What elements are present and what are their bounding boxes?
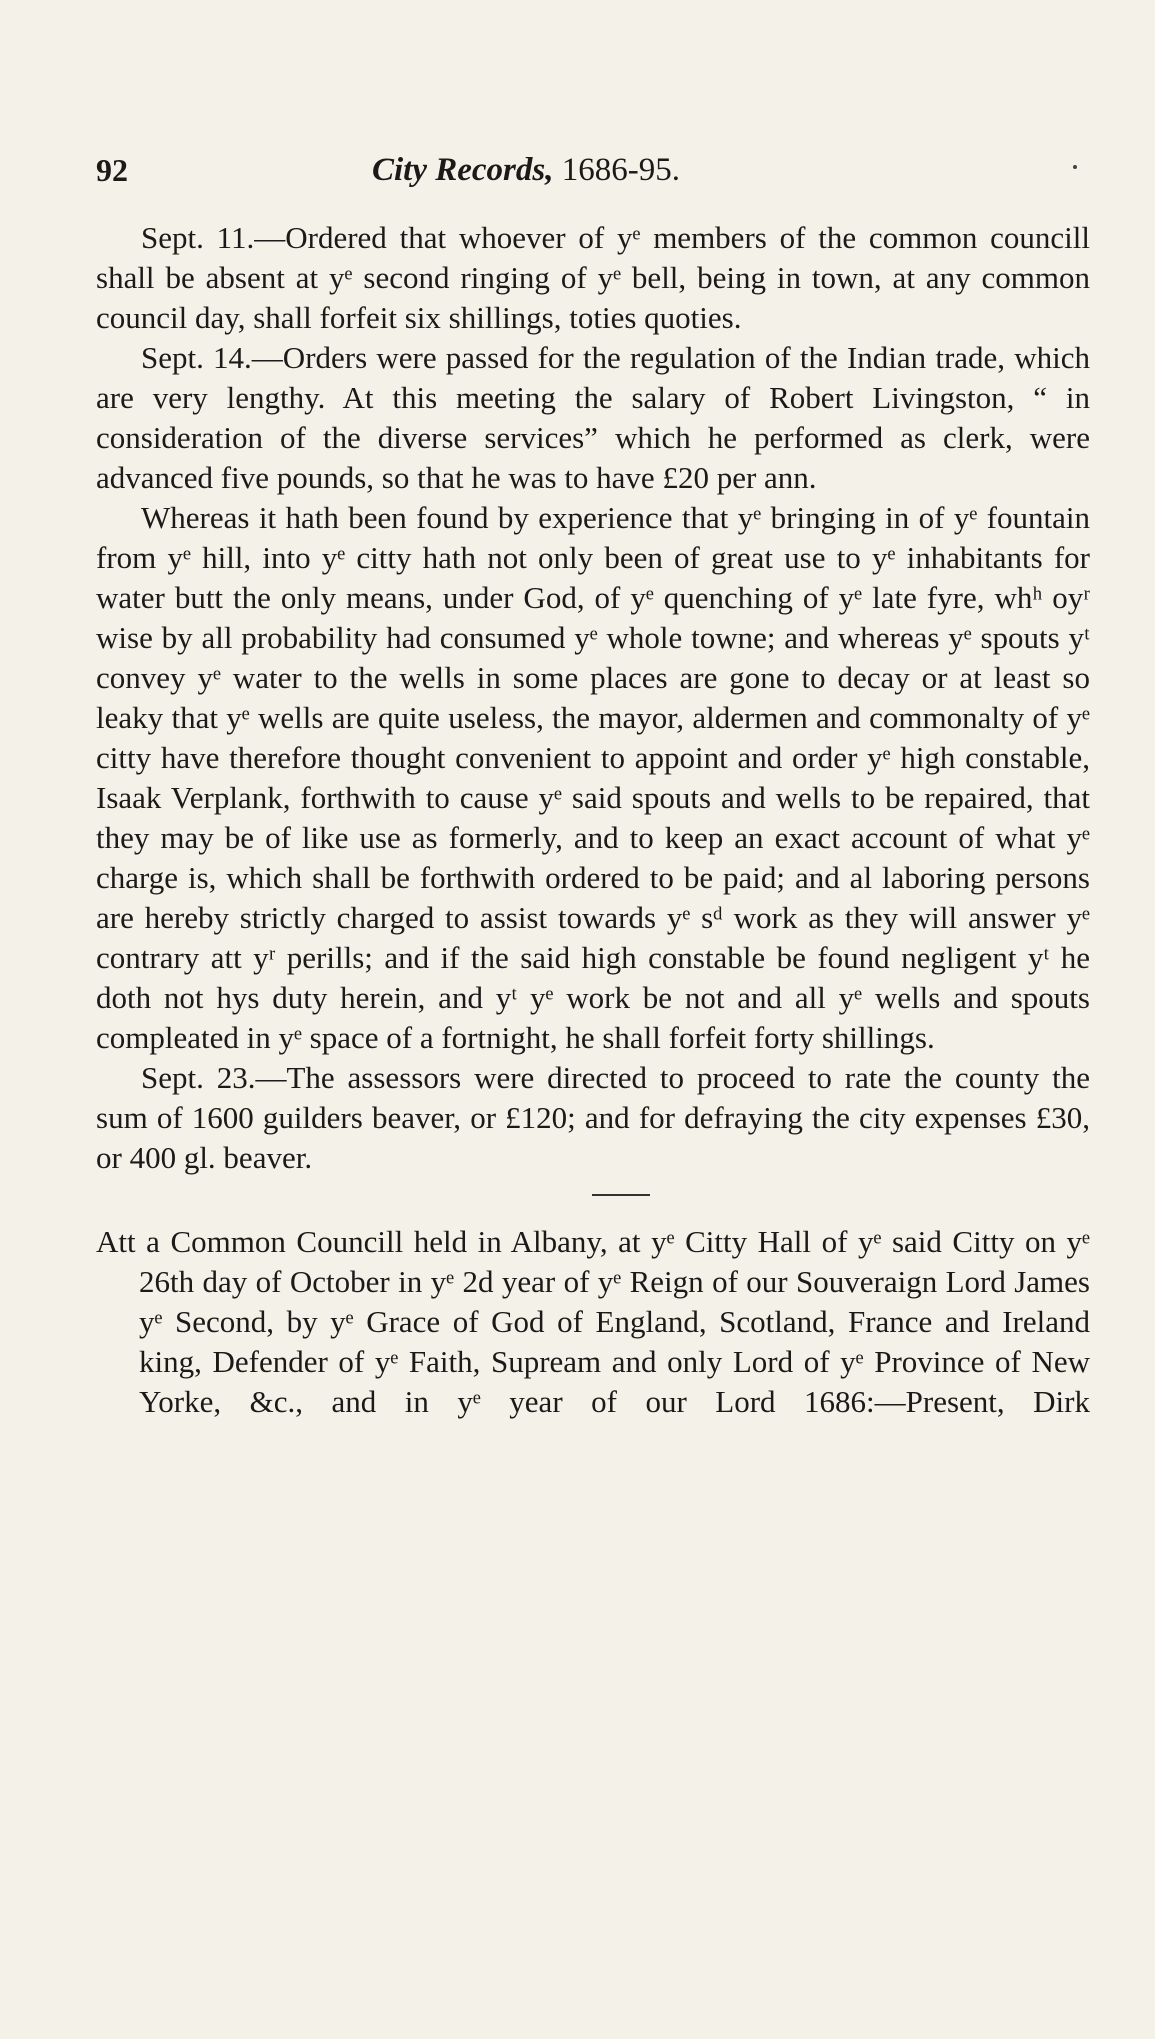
running-title-italic: City Records, <box>372 152 554 188</box>
running-title <box>372 152 680 189</box>
paragraph-whereas: Whereas it hath been found by experience that yᵉ bringing in of yᵉ fountain from yᵉ hill, into yᵉ citty hath not only been of great use to yᵉ inhabitants for water butt the only means, under God, of yᵉ quenching of yᵉ late fyre, whʰ oyʳ wise by all probability had consumed yᵉ whole towne; and whereas yᵉ spouts yᵗ convey yᵉ water to the wells in some places are gone to decay or at least so leaky that yᵉ wells are quite useless, the mayor, aldermen and commonalty of yᵉ citty have therefore thought convenient to appoint and order yᵉ high constable, Isaak Verplank, forthwith to cause yᵉ said spouts and wells to be repaired, that they may be of like use as formerly, and to keep an exact account of what yᵉ charge is, which shall be forthwith ordered to be paid; and al laboring persons are hereby strictly charged to assist towards yᵉ sᵈ work as they will answer yᵉ contrary att yʳ perills; and if the said high constable be found negligent yᵗ he doth not hys duty herein, and yᵗ yᵉ work be not and all yᵉ wells and spouts compleated in yᵉ space of a fortnight, he shall forfeit forty shillings. <box>96 500 1090 1055</box>
paragraph-sept-23: Sept. 23.—The assessors were directed to proceed to rate the county the sum of 1600 guilders beaver, or £120; and for defraying the city expenses £30, or 400 gl. beaver. <box>96 1060 1090 1175</box>
running-title-years: 1686-95. <box>553 152 680 188</box>
paragraph-sept-11: Sept. 11.—Ordered that whoever of yᵉ members of the common councill shall be absent at yᵉ second ringing of yᵉ bell, being in town, at any common council day, shall forfeit six shillings, toties quoties. <box>96 220 1090 335</box>
paragraph-council-meeting: Att a Common Councill held in Albany, at yᵉ Citty Hall of yᵉ said Citty on yᵉ 26th day of October in yᵉ 2d year of yᵉ Reign of our Souveraign Lord James yᵉ Second, by yᵉ Grace of God of England, Scotland, France and Ireland king, Defender of yᵉ Faith, Supream and only Lord of yᵉ Province of New Yorke, &c., and in yᵉ year of our Lord 1686:—Present, Dirk <box>96 1224 1090 1419</box>
page-number: 92 <box>96 152 128 188</box>
section-divider <box>592 1194 650 1196</box>
paragraph-sept-14: Sept. 14.—Orders were passed for the regulation of the Indian trade, which are very lengthy. At this meeting the salary of Robert Livingston, “ in consideration of the diverse services” which he performed as clerk, were advanced five pounds, so that he was to have £20 per ann. <box>96 340 1090 495</box>
body-text <box>96 218 1090 1422</box>
running-header <box>96 152 1090 200</box>
